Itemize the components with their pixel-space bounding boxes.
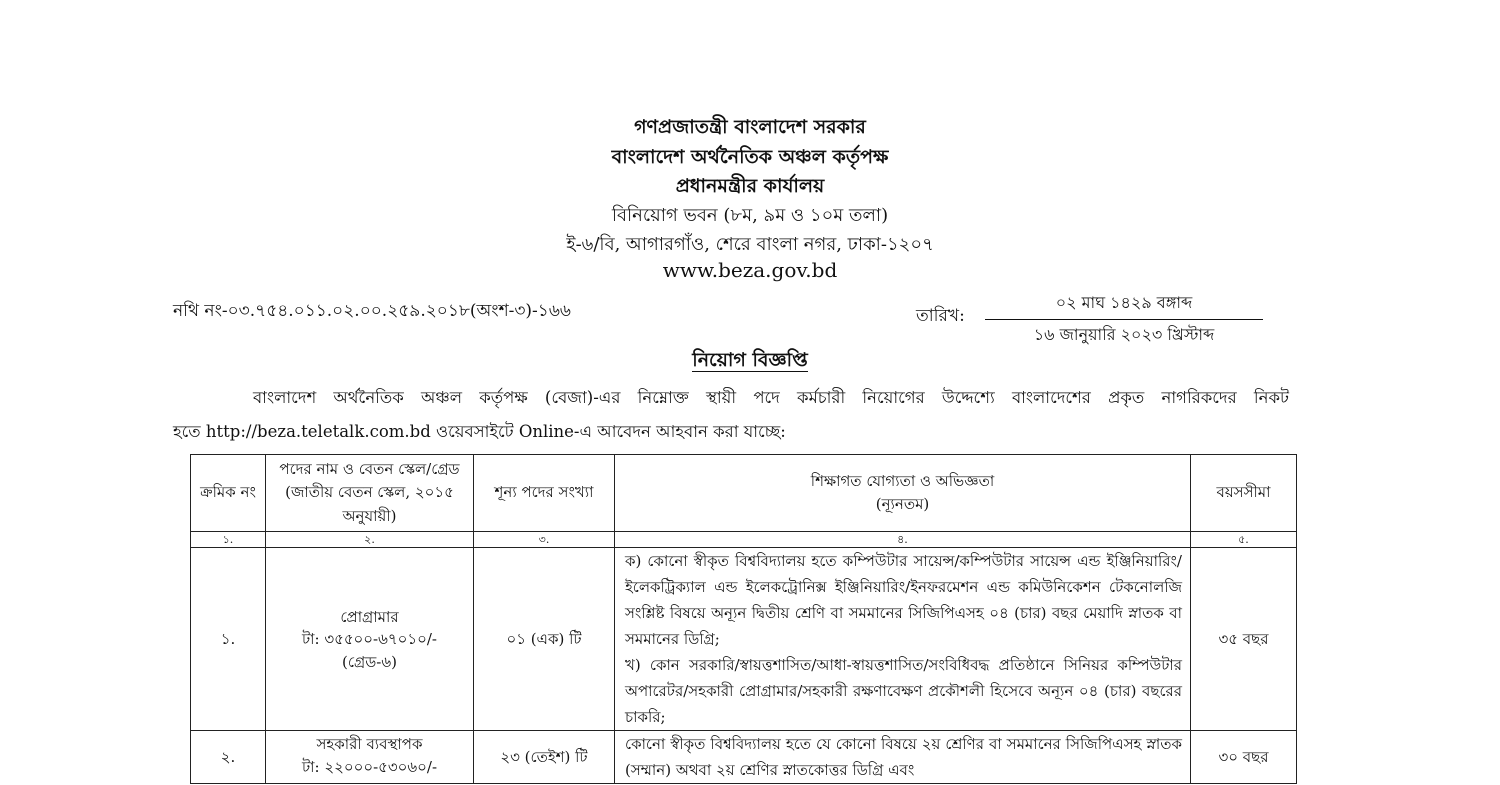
date-english: ১৬ জানুয়ারি ২০২৩ খ্রিস্টাব্দ — [1033, 325, 1215, 344]
table-header-row — [191, 455, 1297, 532]
row-post — [266, 731, 474, 784]
column-number: ৪. — [615, 532, 1191, 548]
row-vacancy: ০১ (এক) টি — [474, 548, 615, 731]
date-bangla: ০২ মাঘ ১৪২৯ বঙ্গাব্দ — [985, 290, 1263, 320]
column-number: ৩. — [474, 532, 615, 548]
post-name: প্রোগ্রামার — [340, 607, 399, 626]
notice-title-text: নিয়োগ বিজ্ঞপ্তি — [692, 349, 808, 371]
header-qualification-title: শিক্ষাগত যোগ্যতা ও অভিজ্ঞতা — [810, 471, 995, 490]
qualification-b: খ) কোন সরকারি/স্বায়ত্তশাসিত/আধা-স্বায়ত্তশাসিত/সংবিধিবদ্ধ প্রতিষ্ঠানে সিনিয়র কম্পিউটার অপারেটর/সহকারী প্রোগ্রামার/সহকারী রক্ষণাবেক্ষণ প্রকৌশলী হিসেবে অন্যূন ০৪ (চার) বছরের চাকরি; — [625, 656, 1182, 727]
row-age: ৩০ বছর — [1191, 731, 1297, 784]
header-website: www.beza.gov.bd — [662, 258, 838, 282]
row-serial: ১. — [191, 548, 266, 731]
table-row — [191, 731, 1297, 784]
column-number: ৫. — [1191, 532, 1297, 548]
memo-number: নথি নং-০৩.৭৫৪.০১১.০২.০০.২৫৯.২০১৮(অংশ-৩)-১৬৬ — [173, 301, 571, 321]
table-row — [191, 548, 1297, 731]
intro-line-1: বাংলাদেশ অর্থনৈতিক অঞ্চল কর্তৃপক্ষ (বেজা)-এর নিম্নোক্ত স্থায়ী পদে কর্মচারী নিয়োগের উদ্দেশ্যে বাংলাদেশের প্রকৃত নাগরিকদের নিকট — [253, 388, 1289, 407]
row-serial: ২. — [191, 731, 266, 784]
header-serial: ক্রমিক নং — [191, 455, 266, 532]
column-number: ২. — [266, 532, 474, 548]
column-number: ১. — [191, 532, 266, 548]
header-age: বয়সসীমা — [1191, 455, 1297, 532]
vacancy-table — [190, 454, 1297, 784]
column-number-row — [191, 532, 1297, 548]
header-qualification — [615, 455, 1191, 532]
row-post — [266, 548, 474, 731]
pay-scale: টা: ২২০০০-৫৩০৬০/- — [301, 757, 438, 776]
row-age: ৩৫ বছর — [1191, 548, 1297, 731]
header-qualification-sub: (ন্যূনতম) — [875, 495, 930, 513]
date-label: তারিখ: — [916, 306, 965, 326]
header-building: বিনিয়োগ ভবন (৮ম, ৯ম ও ১০ম তলা) — [611, 205, 889, 226]
header-government: গণপ্রজাতন্ত্রী বাংলাদেশ সরকার — [634, 116, 866, 138]
row-qualification: কোনো স্বীকৃত বিশ্ববিদ্যালয় হতে যে কোনো বিষয়ে ২য় শ্রেণির বা সমমানের সিজিপিএসহ স্নাতক (সম্মান) অথবা ২য় শ্রেণির স্নাতকোত্তর ডিগ্রি এবং — [615, 731, 1191, 784]
header-office: প্রধানমন্ত্রীর কার্যালয় — [675, 175, 825, 197]
header-vacancy: শূন্য পদের সংখ্যা — [474, 455, 615, 532]
header-authority: বাংলাদেশ অর্থনৈতিক অঞ্চল কর্তৃপক্ষ — [611, 146, 889, 168]
intro-line-2: হতে http://beza.teletalk.com.bd ওয়েবসাইটে Online-এ আবেদন আহবান করা যাচ্ছে: — [173, 422, 786, 441]
post-name: সহকারী ব্যবস্থাপক — [316, 735, 423, 754]
grade: (গ্রেড-৬) — [342, 652, 397, 671]
row-vacancy: ২৩ (তেইশ) টি — [474, 731, 615, 784]
qualification-a: ক) কোনো স্বীকৃত বিশ্ববিদ্যালয় হতে কম্পিউটার সায়েন্স/কম্পিউটার সায়েন্স এন্ড ইঞ্জিনিয়ারিং/ইলেকট্রিক্যাল এন্ড ইলেকট্রোনিক্স ইঞ্জিনিয়ারিং/ইনফরমেশন এন্ড কমিউনিকেশন টেকনোলজি সংশ্লিষ্ট বিষয়ে অন্যূন দ্বিতীয় শ্রেণি বা সমমানের সিজিপিএসহ ০৪ (চার) বছর মেয়াদি স্নাতক বা সমমানের ডিগ্রি; — [625, 552, 1182, 649]
pay-scale: টা: ৩৫৫০০-৬৭০১০/- — [301, 630, 437, 649]
row-qualification — [615, 548, 1191, 731]
header-address: ই-৬/বি, আগারগাঁও, শেরে বাংলা নগর, ঢাকা-১২০৭ — [566, 234, 934, 255]
notice-title — [0, 346, 1500, 378]
header-post: পদের নাম ও বেতন স্কেল/গ্রেড (জাতীয় বেতন স্কেল, ২০১৫ অনুযায়ী) — [266, 455, 474, 532]
